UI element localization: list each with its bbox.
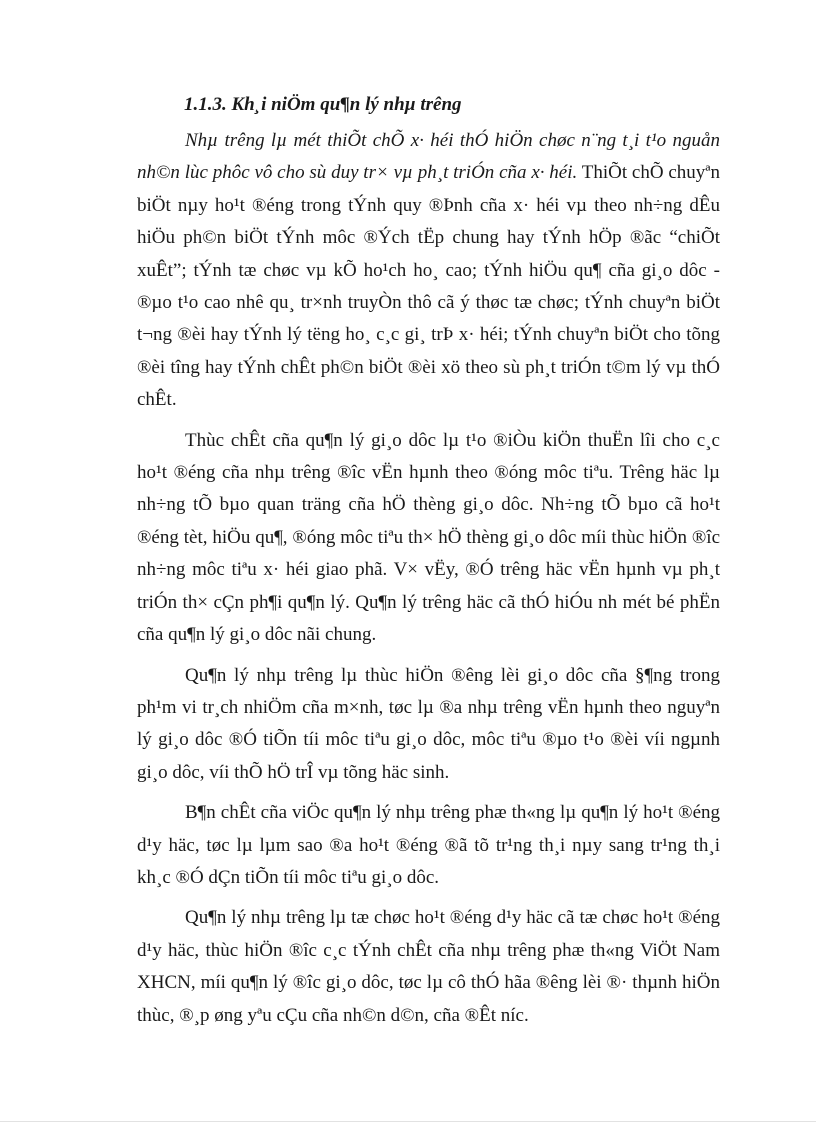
paragraph-3	[137, 660, 720, 790]
page-bottom-divider	[0, 1121, 816, 1122]
paragraph-4	[137, 797, 720, 894]
paragraph-lead: Nhµ trêng lµ mét thiÕt chÕ x· héi thÓ hiÖn chøc n¨ng t¸i t¹o nguån nh©n lùc phôc vô cho sù duy tr× vµ ph¸t triÓn cña x· héi.	[137, 130, 720, 184]
paragraph-5	[137, 902, 720, 1032]
document-body	[137, 92, 720, 1040]
paragraph-2	[137, 425, 720, 652]
paragraph-1	[137, 125, 720, 417]
section-heading: 1.1.3. Kh¸i niÖm qu¶n lý nhµ trêng	[184, 94, 462, 115]
paragraph-text: Qu¶n lý nhµ trêng lµ tæ chøc ho¹t ®éng d¹y häc cã tæ chøc ho¹t ®éng d¹y häc, thùc hiÖn ®îc c¸c tÝnh chÊt cña nhµ trêng phæ th«ng ViÖt Nam XHCN, míi qu¶n lý ®îc gi¸o dôc, tøc lµ cô thÓ hãa ®êng lèi ®· thµnh hiÖn thùc, ®¸p øng yªu cÇu cña nh©n d©n, cña ®Êt níc.	[137, 907, 720, 1026]
paragraph-text: B¶n chÊt cña viÖc qu¶n lý nhµ trêng phæ th«ng lµ qu¶n lý ho¹t ®éng d¹y häc, tøc lµ lµm sao ®a ho¹t ®éng ®ã tõ tr¹ng th¸i nµy sang tr¹ng th¸i kh¸c ®Ó dÇn tiÕn tíi môc tiªu gi¸o dôc.	[137, 802, 720, 888]
paragraph-text: Thùc chÊt cña qu¶n lý gi¸o dôc lµ t¹o ®iÒu kiÖn thuËn lîi cho c¸c ho¹t ®éng cña nhµ trêng ®îc vËn hµnh theo ®óng môc tiªu. Trêng häc lµ nh÷ng tÕ bµo quan träng cña hÖ thèng gi¸o dôc. Nh÷ng tÕ bµo cã ho¹t ®éng tèt, hiÖu qu¶, ®óng môc tiªu th× hÖ thèng gi¸o dôc míi thùc hiÖn ®îc nh÷ng môc tiªu x· héi giao phã. V× vËy, ®Ó trêng häc vËn hµnh vµ ph¸t triÓn th× cÇn ph¶i qu¶n lý. Qu¶n lý trêng häc cã thÓ hiÓu nh mét bé phËn cña qu¶n lý gi¸o dôc nãi chung.	[137, 429, 720, 646]
paragraph-text: Qu¶n lý nhµ trêng lµ thùc hiÖn ®êng lèi gi¸o dôc cña §¶ng trong ph¹m vi tr¸ch nhiÖm cña m×nh, tøc lµ ®a nhµ trêng vËn hµnh theo nguyªn lý gi¸o dôc ®Ó tiÕn tíi môc tiªu gi¸o dôc, môc tiªu ®µo t¹o ®èi víi ngµnh gi¸o dôc, víi thÕ hÖ trÎ vµ tõng häc sinh.	[137, 664, 720, 783]
paragraph-text: ThiÕt chÕ chuyªn biÖt nµy ho¹t ®éng trong tÝnh quy ®Þnh cña x· héi vµ theo nh÷ng dÊu hiÖu ph©n biÖt tÝnh môc ®Ých tËp chung hay tÝnh hÖp ®ãc “chiÕt xuÊt”; tÝnh tæ chøc vµ kÕ ho¹ch ho¸ cao; tÝnh hiÖu qu¶ cña gi¸o dôc - ®µo t¹o cao nhê qu¸ tr×nh truyÒn thô cã ý thøc tæ chøc; tÝnh chuyªn biÖt t¬ng ®èi hay tÝnh lý tëng ho¸ c¸c gi¸ trÞ x· héi; tÝnh chuyªn biÖt cho tõng ®èi tîng hay tÝnh chÊt ph©n biÖt ®èi xö theo sù ph¸t triÓn t©m lý vµ thÓ chÊt.	[137, 162, 721, 411]
